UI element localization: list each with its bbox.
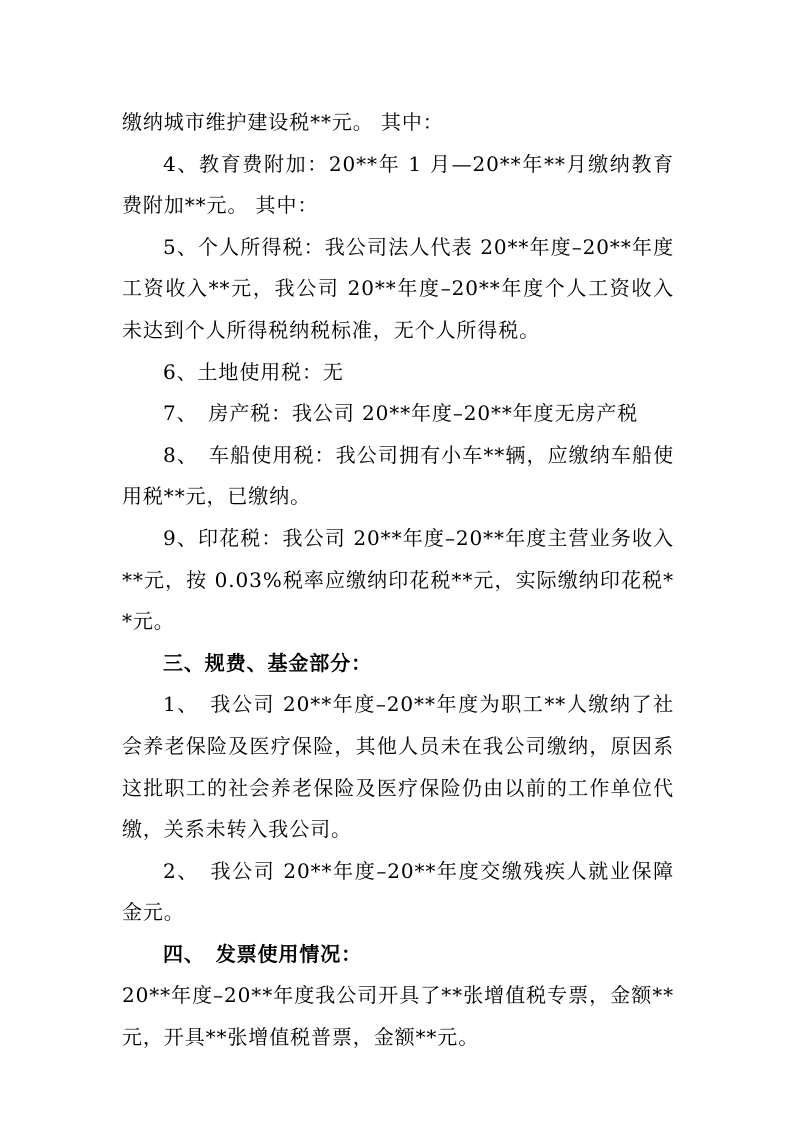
paragraph-1: 缴纳城市维护建设税**元。 其中： (122, 110, 444, 134)
paragraph-3: 5、个人所得税：我公司法人代表 20**年度–20**年度工资收入**元，我公司 20**年度–20**年度个人工资收入未达到个人所得税纳税标准，无个人所得税。 (122, 234, 674, 342)
paragraph-2: 4、教育费附加：20**年 1 月—20**年**月缴纳教育费附加**元。 其中： (122, 151, 674, 218)
paragraph-8: 1、 我公司 20**年度–20**年度为职工**人缴纳了社会养老保险及医疗保险，其他人员未在我公司缴纳，原因系这批职工的社会养老保险及医疗保险仍由以前的工作单位代缴，关系未转入我公司。 (122, 692, 674, 842)
paragraph-7: 9、印花税：我公司 20**年度–20**年度主营业务收入**元，按 0.03%税率应缴纳印花税**元，实际缴纳印花税**元。 (122, 525, 674, 634)
paragraph-9: 2、 我公司 20**年度–20**年度交缴残疾人就业保障金元。 (122, 858, 674, 925)
paragraph-4: 6、土地使用税：无 (163, 359, 344, 384)
paragraph-6: 8、 车船使用税：我公司拥有小车**辆，应缴纳车船使用税**元，已缴纳。 (122, 442, 674, 509)
paragraph-5: 7、 房产税：我公司 20**年度–20**年度无房产税 (163, 401, 639, 426)
section-heading-3: 三、规费、基金部分： (163, 650, 372, 675)
paragraph-10: 20**年度–20**年度我公司开具了**张增值税专票，金额**元，开具**张增值税普票，金额**元。 (122, 983, 674, 1050)
section-heading-4: 四、 发票使用情况： (163, 941, 362, 966)
